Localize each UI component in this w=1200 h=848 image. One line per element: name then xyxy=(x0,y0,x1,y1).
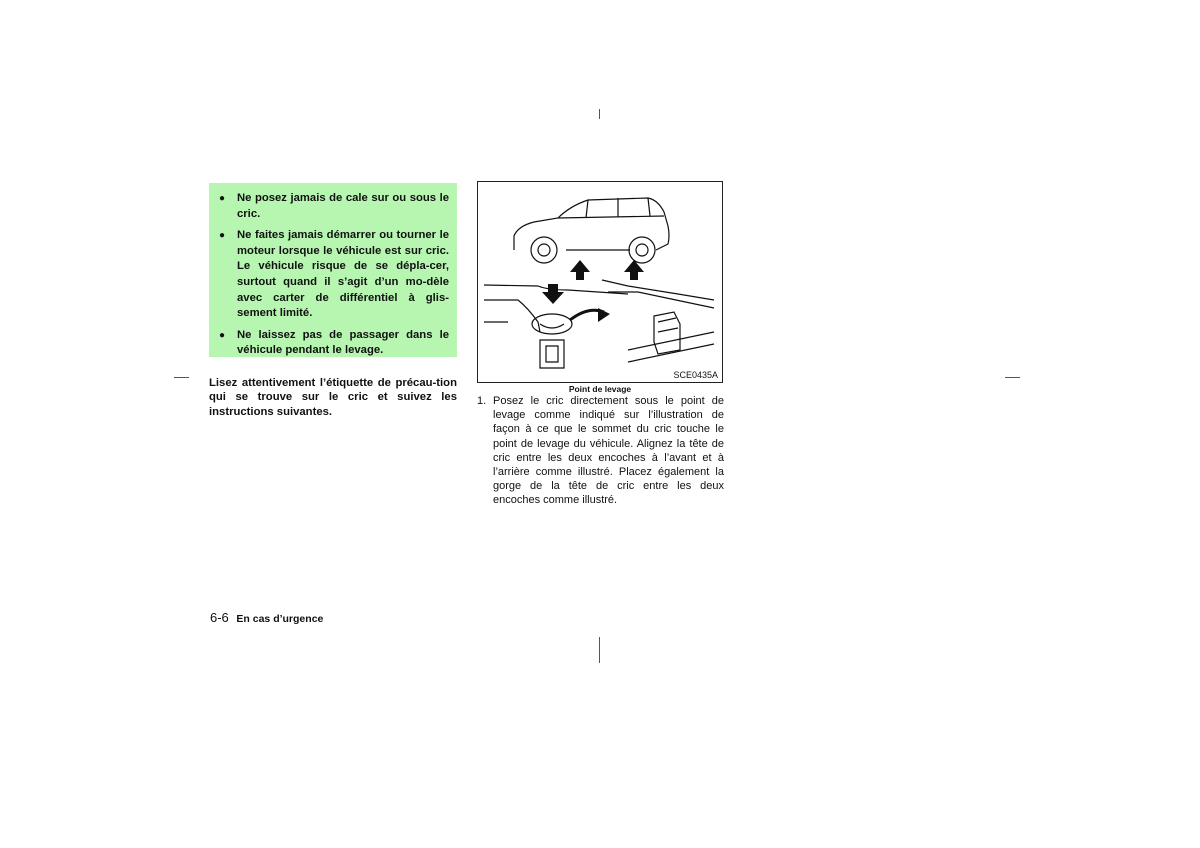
rear-wheel xyxy=(629,237,655,263)
bullet-icon: ● xyxy=(219,193,226,204)
car-jack-drawing xyxy=(478,182,722,382)
top-center-mark xyxy=(599,109,600,119)
arrow-up-front xyxy=(570,260,590,280)
right-margin-mark xyxy=(1005,377,1020,378)
jack-block xyxy=(654,312,680,354)
car-outline xyxy=(514,198,669,250)
warning-text: Ne laissez pas de passager dans le véhicule pendant le levage. xyxy=(237,328,449,357)
warning-item xyxy=(217,328,449,359)
jack-head xyxy=(540,340,564,368)
bottom-center-mark xyxy=(599,637,600,663)
figure-code: SCE0435A xyxy=(673,370,718,380)
section-title: En cas d’urgence xyxy=(236,613,324,625)
warning-text: Ne posez jamais de cale sur ou sous le cric. xyxy=(237,192,449,220)
step-1 xyxy=(477,394,724,508)
instruction-note: Lisez attentivement l’étiquette de précau-tion qui se trouve sur le cric et suivez les instructions suivantes. xyxy=(209,377,457,418)
jacking-point-illustration xyxy=(477,181,723,383)
page-number: 6-6 xyxy=(210,610,229,625)
step-text: Posez le cric directement sous le point de levage comme indiqué sur l’illustration de façon à ce que le sommet du cric touche le point de levage du véhicule. Alignez la tête de cric entre les deux encoches à l’avant et à l’arrière comme illustré. Placez également la gorge de la tête de cric entre les deux encoches comme illustré. xyxy=(493,395,724,507)
bullet-icon: ● xyxy=(219,329,226,341)
figure-caption: Point de levage xyxy=(568,384,632,394)
warning-text: Ne faites jamais démarrer ou tourner le moteur lorsque le véhicule est sur cric. Le véhicule risque de se dépla-cer, surtout quand il s’agit d’un mo-dèle avec carter de différentiel à glis-sement limité. xyxy=(237,229,449,320)
front-wheel xyxy=(531,237,557,263)
page-footer xyxy=(210,610,323,625)
bullet-icon: ● xyxy=(219,230,226,242)
warning-item xyxy=(217,191,449,222)
arrow-down-jack xyxy=(542,284,564,304)
warning-item xyxy=(217,228,449,322)
step-number: 1. xyxy=(477,395,487,407)
arrow-curve-head xyxy=(598,308,610,322)
left-margin-mark xyxy=(174,377,189,378)
warning-box xyxy=(209,183,457,357)
